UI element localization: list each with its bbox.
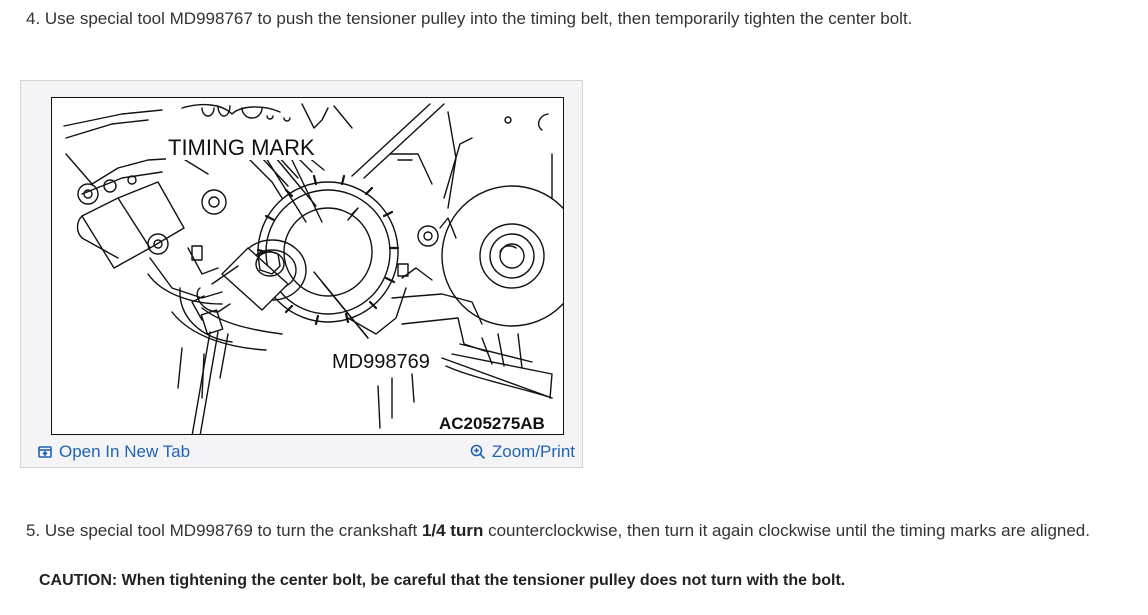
figure-container	[20, 80, 583, 468]
step-4-text: 4. Use special tool MD998767 to push the tensioner pulley into the timing belt, then temporarily tighten the center bolt.	[26, 9, 913, 28]
zoom-in-icon	[470, 444, 486, 460]
tool-label: MD998769	[332, 351, 430, 373]
illustration-code: AC205275AB	[439, 414, 545, 433]
step-5-text-start: 5. Use special tool MD998769 to turn the crankshaft	[26, 521, 422, 540]
engine-illustration[interactable]	[51, 97, 564, 435]
open-new-tab-icon	[37, 444, 53, 460]
timing-mark-label: TIMING MARK	[168, 135, 315, 160]
figure-toolbar	[21, 437, 582, 467]
zoom-print-link[interactable]	[470, 441, 575, 463]
open-in-new-tab-label: Open In New Tab	[59, 442, 191, 461]
step-5-text-end: counterclockwise, then turn it again clockwise until the timing marks are aligned.	[483, 521, 1090, 540]
step-5-text	[26, 520, 1090, 542]
step-5-bold-text: 1/4 turn	[421, 521, 484, 540]
zoom-print-label: Zoom/Print	[491, 442, 575, 461]
open-in-new-tab-link[interactable]	[37, 441, 190, 463]
caution-text: CAUTION: When tightening the center bolt, be careful that the tensioner pulley does not turn with the bolt.	[39, 572, 846, 589]
